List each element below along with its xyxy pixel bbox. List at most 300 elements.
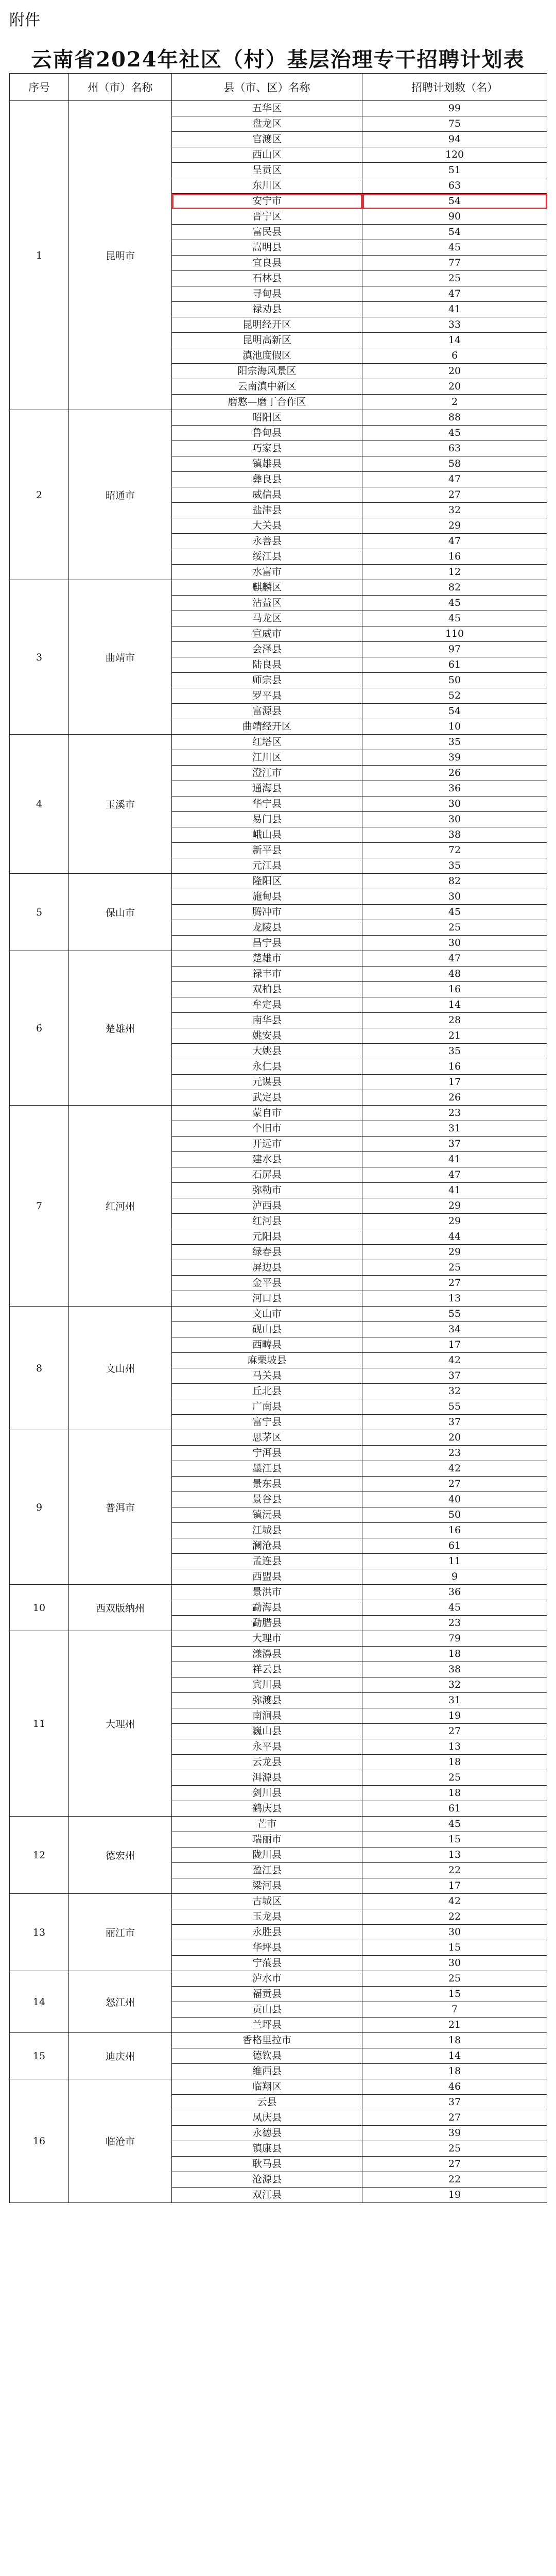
county-cell: 通海县 xyxy=(172,781,362,796)
plan-count-cell: 22 xyxy=(362,1909,547,1925)
county-cell: 楚雄市 xyxy=(172,951,362,967)
county-cell: 剑川县 xyxy=(172,1786,362,1801)
plan-count-cell: 79 xyxy=(362,1631,547,1647)
plan-count-cell: 35 xyxy=(362,735,547,750)
county-cell: 罗平县 xyxy=(172,688,362,704)
county-cell: 永平县 xyxy=(172,1739,362,1755)
plan-count-cell: 47 xyxy=(362,286,547,302)
county-cell: 龙陵县 xyxy=(172,920,362,936)
plan-count-cell: 94 xyxy=(362,132,547,147)
county-cell: 凤庆县 xyxy=(172,2110,362,2126)
plan-count-cell: 29 xyxy=(362,1245,547,1260)
plan-count-cell: 13 xyxy=(362,1848,547,1863)
plan-count-cell: 22 xyxy=(362,1863,547,1878)
county-cell: 官渡区 xyxy=(172,132,362,147)
plan-count-cell: 21 xyxy=(362,2018,547,2033)
plan-count-cell: 77 xyxy=(362,256,547,271)
plan-count-cell: 23 xyxy=(362,1616,547,1631)
county-cell: 施甸县 xyxy=(172,889,362,905)
table-row xyxy=(10,1585,547,1600)
county-cell: 磨憨—磨丁合作区 xyxy=(172,395,362,410)
county-cell: 姚安县 xyxy=(172,1028,362,1044)
plan-count-cell: 37 xyxy=(362,1137,547,1152)
county-cell: 砚山县 xyxy=(172,1322,362,1337)
prefecture-cell: 曲靖市 xyxy=(69,580,172,735)
county-cell: 文山市 xyxy=(172,1307,362,1322)
plan-count-cell: 18 xyxy=(362,1647,547,1662)
seq-cell: 14 xyxy=(10,1971,69,2033)
seq-cell: 8 xyxy=(10,1307,69,1430)
county-cell: 昆明高新区 xyxy=(172,333,362,348)
county-cell: 镇沅县 xyxy=(172,1507,362,1523)
plan-count-cell: 15 xyxy=(362,1987,547,2002)
plan-count-cell: 39 xyxy=(362,750,547,766)
county-cell: 澄江市 xyxy=(172,766,362,781)
county-cell: 建水县 xyxy=(172,1152,362,1167)
seq-cell: 13 xyxy=(10,1894,69,1971)
table-body xyxy=(10,101,547,2203)
county-cell: 弥渡县 xyxy=(172,1693,362,1708)
plan-count-cell: 61 xyxy=(362,657,547,673)
county-cell: 昆明经开区 xyxy=(172,317,362,333)
table-row xyxy=(10,1817,547,1832)
county-cell: 巍山县 xyxy=(172,1724,362,1739)
prefecture-cell: 德宏州 xyxy=(69,1817,172,1894)
county-cell: 寻甸县 xyxy=(172,286,362,302)
county-cell: 师宗县 xyxy=(172,673,362,688)
plan-count-cell: 47 xyxy=(362,534,547,549)
recruitment-plan-table xyxy=(9,73,547,2203)
county-cell: 宁洱县 xyxy=(172,1446,362,1461)
plan-count-cell: 35 xyxy=(362,858,547,874)
county-cell: 永仁县 xyxy=(172,1059,362,1075)
table-row xyxy=(10,101,547,116)
county-cell: 思茅区 xyxy=(172,1430,362,1446)
plan-count-cell: 41 xyxy=(362,1183,547,1198)
county-cell: 新平县 xyxy=(172,843,362,858)
county-cell: 南涧县 xyxy=(172,1708,362,1724)
county-cell: 盘龙区 xyxy=(172,116,362,132)
plan-count-cell: 48 xyxy=(362,967,547,982)
county-cell: 禄劝县 xyxy=(172,302,362,317)
document-title: 云南省2024年社区（村）基层治理专干招聘计划表 xyxy=(31,47,525,72)
prefecture-cell: 大理州 xyxy=(69,1631,172,1817)
county-cell: 芒市 xyxy=(172,1817,362,1832)
plan-count-cell: 99 xyxy=(362,101,547,116)
plan-count-cell: 82 xyxy=(362,874,547,889)
plan-count-cell: 41 xyxy=(362,1152,547,1167)
county-cell: 隆阳区 xyxy=(172,874,362,889)
plan-count-cell: 26 xyxy=(362,766,547,781)
county-cell: 孟连县 xyxy=(172,1554,362,1569)
county-cell: 昌宁县 xyxy=(172,936,362,951)
plan-count-cell: 27 xyxy=(362,1477,547,1492)
county-cell: 镇雄县 xyxy=(172,456,362,472)
county-cell: 巧家县 xyxy=(172,441,362,456)
table-row xyxy=(10,1106,547,1121)
county-cell: 阳宗海风景区 xyxy=(172,364,362,379)
county-cell: 漾濞县 xyxy=(172,1647,362,1662)
county-cell: 镇康县 xyxy=(172,2141,362,2157)
county-cell: 景洪市 xyxy=(172,1585,362,1600)
plan-count-cell: 29 xyxy=(362,1214,547,1229)
plan-count-cell: 55 xyxy=(362,1399,547,1415)
plan-count-cell: 28 xyxy=(362,1013,547,1028)
table-row xyxy=(10,2033,547,2048)
prefecture-cell: 迪庆州 xyxy=(69,2033,172,2079)
county-cell: 大理市 xyxy=(172,1631,362,1647)
plan-count-cell: 33 xyxy=(362,317,547,333)
annex-label: 附件 xyxy=(9,11,40,29)
plan-count-cell: 14 xyxy=(362,997,547,1013)
prefecture-cell: 保山市 xyxy=(69,874,172,951)
plan-count-cell: 34 xyxy=(362,1322,547,1337)
header-county: 县（市、区）名称 xyxy=(172,74,362,101)
plan-count-cell: 2 xyxy=(362,395,547,410)
county-cell: 峨山县 xyxy=(172,827,362,843)
county-cell: 威信县 xyxy=(172,487,362,503)
plan-count-cell: 16 xyxy=(362,1523,547,1538)
plan-count-cell: 50 xyxy=(362,1507,547,1523)
plan-count-cell: 30 xyxy=(362,1925,547,1940)
county-cell: 嵩明县 xyxy=(172,240,362,256)
county-cell: 绿春县 xyxy=(172,1245,362,1260)
plan-count-cell: 42 xyxy=(362,1894,547,1909)
plan-count-cell: 61 xyxy=(362,1538,547,1554)
seq-cell: 9 xyxy=(10,1430,69,1585)
plan-count-cell: 30 xyxy=(362,936,547,951)
county-cell: 鲁甸县 xyxy=(172,426,362,441)
seq-cell: 10 xyxy=(10,1585,69,1631)
plan-count-cell: 20 xyxy=(362,1430,547,1446)
plan-count-cell: 47 xyxy=(362,1167,547,1183)
plan-count-cell: 22 xyxy=(362,2172,547,2188)
plan-count-cell: 63 xyxy=(362,178,547,194)
plan-count-cell: 37 xyxy=(362,2095,547,2110)
plan-count-cell: 45 xyxy=(362,1600,547,1616)
county-cell: 五华区 xyxy=(172,101,362,116)
plan-count-cell: 6 xyxy=(362,348,547,364)
plan-count-cell: 45 xyxy=(362,426,547,441)
plan-count-cell: 45 xyxy=(362,596,547,611)
plan-count-cell: 58 xyxy=(362,456,547,472)
plan-count-cell: 55 xyxy=(362,1307,547,1322)
plan-count-cell: 14 xyxy=(362,2048,547,2064)
county-cell: 永德县 xyxy=(172,2126,362,2141)
plan-count-cell: 46 xyxy=(362,2079,547,2095)
county-cell: 禄丰市 xyxy=(172,967,362,982)
plan-count-cell: 12 xyxy=(362,565,547,580)
plan-count-cell: 11 xyxy=(362,1554,547,1569)
plan-count-cell: 54 xyxy=(362,194,547,209)
county-cell: 南华县 xyxy=(172,1013,362,1028)
plan-count-cell: 30 xyxy=(362,796,547,812)
plan-count-cell: 16 xyxy=(362,1059,547,1075)
county-cell: 石林县 xyxy=(172,271,362,286)
plan-count-cell: 29 xyxy=(362,1198,547,1214)
county-cell: 江川区 xyxy=(172,750,362,766)
county-cell: 澜沧县 xyxy=(172,1538,362,1554)
county-cell: 弥勒市 xyxy=(172,1183,362,1198)
plan-count-cell: 35 xyxy=(362,1044,547,1059)
plan-count-cell: 9 xyxy=(362,1569,547,1585)
plan-count-cell: 7 xyxy=(362,2002,547,2018)
plan-count-cell: 25 xyxy=(362,1770,547,1786)
county-cell: 安宁市 xyxy=(172,194,362,209)
county-cell: 玉龙县 xyxy=(172,1909,362,1925)
seq-cell: 5 xyxy=(10,874,69,951)
county-cell: 耿马县 xyxy=(172,2157,362,2172)
plan-count-cell: 82 xyxy=(362,580,547,596)
county-cell: 西盟县 xyxy=(172,1569,362,1585)
plan-count-cell: 47 xyxy=(362,472,547,487)
plan-count-cell: 16 xyxy=(362,549,547,565)
plan-count-cell: 88 xyxy=(362,410,547,426)
plan-count-cell: 20 xyxy=(362,364,547,379)
county-cell: 墨江县 xyxy=(172,1461,362,1477)
county-cell: 马龙区 xyxy=(172,611,362,626)
county-cell: 香格里拉市 xyxy=(172,2033,362,2048)
plan-count-cell: 54 xyxy=(362,704,547,719)
county-cell: 腾冲市 xyxy=(172,905,362,920)
county-cell: 德钦县 xyxy=(172,2048,362,2064)
plan-count-cell: 30 xyxy=(362,812,547,827)
plan-count-cell: 15 xyxy=(362,1832,547,1848)
county-cell: 景东县 xyxy=(172,1477,362,1492)
county-cell: 维西县 xyxy=(172,2064,362,2079)
plan-count-cell: 90 xyxy=(362,209,547,225)
plan-count-cell: 63 xyxy=(362,441,547,456)
county-cell: 景谷县 xyxy=(172,1492,362,1507)
county-cell: 华坪县 xyxy=(172,1940,362,1956)
county-cell: 宁蒗县 xyxy=(172,1956,362,1971)
prefecture-cell: 西双版纳州 xyxy=(69,1585,172,1631)
prefecture-cell: 楚雄州 xyxy=(69,951,172,1106)
county-cell: 大姚县 xyxy=(172,1044,362,1059)
table-row xyxy=(10,951,547,967)
county-cell: 水富市 xyxy=(172,565,362,580)
header-prefecture: 州（市）名称 xyxy=(69,74,172,101)
county-cell: 双江县 xyxy=(172,2188,362,2203)
county-cell: 晋宁区 xyxy=(172,209,362,225)
county-cell: 彝良县 xyxy=(172,472,362,487)
plan-count-cell: 61 xyxy=(362,1801,547,1817)
plan-count-cell: 19 xyxy=(362,2188,547,2203)
plan-count-cell: 32 xyxy=(362,503,547,518)
county-cell: 云县 xyxy=(172,2095,362,2110)
plan-count-cell: 18 xyxy=(362,1786,547,1801)
plan-count-cell: 75 xyxy=(362,116,547,132)
county-cell: 麒麟区 xyxy=(172,580,362,596)
county-cell: 昭阳区 xyxy=(172,410,362,426)
county-cell: 武定县 xyxy=(172,1090,362,1106)
plan-count-cell: 25 xyxy=(362,920,547,936)
county-cell: 东川区 xyxy=(172,178,362,194)
plan-count-cell: 27 xyxy=(362,2110,547,2126)
prefecture-cell: 怒江州 xyxy=(69,1971,172,2033)
plan-count-cell: 110 xyxy=(362,626,547,642)
county-cell: 富源县 xyxy=(172,704,362,719)
plan-count-cell: 120 xyxy=(362,147,547,163)
county-cell: 大关县 xyxy=(172,518,362,534)
county-cell: 福贡县 xyxy=(172,1987,362,2002)
plan-count-cell: 13 xyxy=(362,1739,547,1755)
county-cell: 华宁县 xyxy=(172,796,362,812)
county-cell: 富宁县 xyxy=(172,1415,362,1430)
plan-count-cell: 45 xyxy=(362,1817,547,1832)
table-row xyxy=(10,735,547,750)
table-row xyxy=(10,1307,547,1322)
plan-count-cell: 39 xyxy=(362,2126,547,2141)
county-cell: 个旧市 xyxy=(172,1121,362,1137)
county-cell: 梁河县 xyxy=(172,1878,362,1894)
county-cell: 陇川县 xyxy=(172,1848,362,1863)
plan-count-cell: 29 xyxy=(362,518,547,534)
plan-count-cell: 72 xyxy=(362,843,547,858)
plan-count-cell: 23 xyxy=(362,1446,547,1461)
plan-count-cell: 38 xyxy=(362,827,547,843)
plan-count-cell: 18 xyxy=(362,1755,547,1770)
plan-count-cell: 18 xyxy=(362,2064,547,2079)
seq-cell: 4 xyxy=(10,735,69,874)
county-cell: 丘北县 xyxy=(172,1384,362,1399)
plan-count-cell: 21 xyxy=(362,1028,547,1044)
plan-count-cell: 42 xyxy=(362,1461,547,1477)
county-cell: 盐津县 xyxy=(172,503,362,518)
county-cell: 临翔区 xyxy=(172,2079,362,2095)
prefecture-cell: 昭通市 xyxy=(69,410,172,580)
prefecture-cell: 昆明市 xyxy=(69,101,172,410)
plan-count-cell: 40 xyxy=(362,1492,547,1507)
county-cell: 陆良县 xyxy=(172,657,362,673)
county-cell: 宾川县 xyxy=(172,1677,362,1693)
county-cell: 西畴县 xyxy=(172,1337,362,1353)
plan-count-cell: 32 xyxy=(362,1384,547,1399)
county-cell: 云龙县 xyxy=(172,1755,362,1770)
county-cell: 广南县 xyxy=(172,1399,362,1415)
county-cell: 富民县 xyxy=(172,225,362,240)
prefecture-cell: 丽江市 xyxy=(69,1894,172,1971)
plan-count-cell: 27 xyxy=(362,1724,547,1739)
county-cell: 会泽县 xyxy=(172,642,362,657)
table-row xyxy=(10,1971,547,1987)
seq-cell: 15 xyxy=(10,2033,69,2079)
header-plan: 招聘计划数（名） xyxy=(362,74,547,101)
table-row xyxy=(10,2079,547,2095)
seq-cell: 6 xyxy=(10,951,69,1106)
county-cell: 泸水市 xyxy=(172,1971,362,1987)
county-cell: 蒙自市 xyxy=(172,1106,362,1121)
plan-count-cell: 18 xyxy=(362,2033,547,2048)
table-row xyxy=(10,410,547,426)
plan-count-cell: 47 xyxy=(362,951,547,967)
seq-cell: 16 xyxy=(10,2079,69,2203)
prefecture-cell: 临沧市 xyxy=(69,2079,172,2203)
plan-count-cell: 27 xyxy=(362,487,547,503)
header-seq: 序号 xyxy=(10,74,69,101)
plan-count-cell: 20 xyxy=(362,379,547,395)
prefecture-cell: 玉溪市 xyxy=(69,735,172,874)
county-cell: 金平县 xyxy=(172,1276,362,1291)
plan-count-cell: 25 xyxy=(362,1260,547,1276)
plan-count-cell: 45 xyxy=(362,240,547,256)
plan-count-cell: 37 xyxy=(362,1368,547,1384)
county-cell: 云南滇中新区 xyxy=(172,379,362,395)
table-row xyxy=(10,874,547,889)
prefecture-cell: 红河州 xyxy=(69,1106,172,1307)
plan-count-cell: 14 xyxy=(362,333,547,348)
plan-count-cell: 36 xyxy=(362,1585,547,1600)
county-cell: 宣威市 xyxy=(172,626,362,642)
plan-count-cell: 27 xyxy=(362,2157,547,2172)
seq-cell: 12 xyxy=(10,1817,69,1894)
county-cell: 双柏县 xyxy=(172,982,362,997)
county-cell: 鹤庆县 xyxy=(172,1801,362,1817)
plan-count-cell: 15 xyxy=(362,1940,547,1956)
seq-cell: 7 xyxy=(10,1106,69,1307)
plan-count-cell: 31 xyxy=(362,1693,547,1708)
prefecture-cell: 文山州 xyxy=(69,1307,172,1430)
table-row xyxy=(10,1631,547,1647)
plan-count-cell: 19 xyxy=(362,1708,547,1724)
county-cell: 勐腊县 xyxy=(172,1616,362,1631)
table-row xyxy=(10,580,547,596)
plan-count-cell: 54 xyxy=(362,225,547,240)
plan-count-cell: 50 xyxy=(362,673,547,688)
plan-count-cell: 23 xyxy=(362,1106,547,1121)
county-cell: 永善县 xyxy=(172,534,362,549)
plan-count-cell: 44 xyxy=(362,1229,547,1245)
plan-count-cell: 25 xyxy=(362,2141,547,2157)
plan-count-cell: 25 xyxy=(362,1971,547,1987)
county-cell: 江城县 xyxy=(172,1523,362,1538)
plan-count-cell: 30 xyxy=(362,889,547,905)
county-cell: 牟定县 xyxy=(172,997,362,1013)
plan-count-cell: 25 xyxy=(362,271,547,286)
county-cell: 贡山县 xyxy=(172,2002,362,2018)
plan-count-cell: 31 xyxy=(362,1121,547,1137)
plan-count-cell: 27 xyxy=(362,1276,547,1291)
prefecture-cell: 普洱市 xyxy=(69,1430,172,1585)
county-cell: 沧源县 xyxy=(172,2172,362,2188)
county-cell: 红塔区 xyxy=(172,735,362,750)
plan-count-cell: 26 xyxy=(362,1090,547,1106)
county-cell: 瑞丽市 xyxy=(172,1832,362,1848)
county-cell: 马关县 xyxy=(172,1368,362,1384)
county-cell: 元谋县 xyxy=(172,1075,362,1090)
county-cell: 呈贡区 xyxy=(172,163,362,178)
county-cell: 开远市 xyxy=(172,1137,362,1152)
plan-count-cell: 45 xyxy=(362,905,547,920)
county-cell: 古城区 xyxy=(172,1894,362,1909)
table-row xyxy=(10,1894,547,1909)
plan-count-cell: 41 xyxy=(362,302,547,317)
county-cell: 盈江县 xyxy=(172,1863,362,1878)
county-cell: 麻栗坡县 xyxy=(172,1353,362,1368)
plan-count-cell: 32 xyxy=(362,1677,547,1693)
county-cell: 石屏县 xyxy=(172,1167,362,1183)
plan-count-cell: 97 xyxy=(362,642,547,657)
county-cell: 曲靖经开区 xyxy=(172,719,362,735)
plan-count-cell: 10 xyxy=(362,719,547,735)
county-cell: 易门县 xyxy=(172,812,362,827)
plan-count-cell: 17 xyxy=(362,1075,547,1090)
plan-count-cell: 51 xyxy=(362,163,547,178)
plan-count-cell: 17 xyxy=(362,1337,547,1353)
seq-cell: 3 xyxy=(10,580,69,735)
county-cell: 洱源县 xyxy=(172,1770,362,1786)
plan-count-cell: 38 xyxy=(362,1662,547,1677)
